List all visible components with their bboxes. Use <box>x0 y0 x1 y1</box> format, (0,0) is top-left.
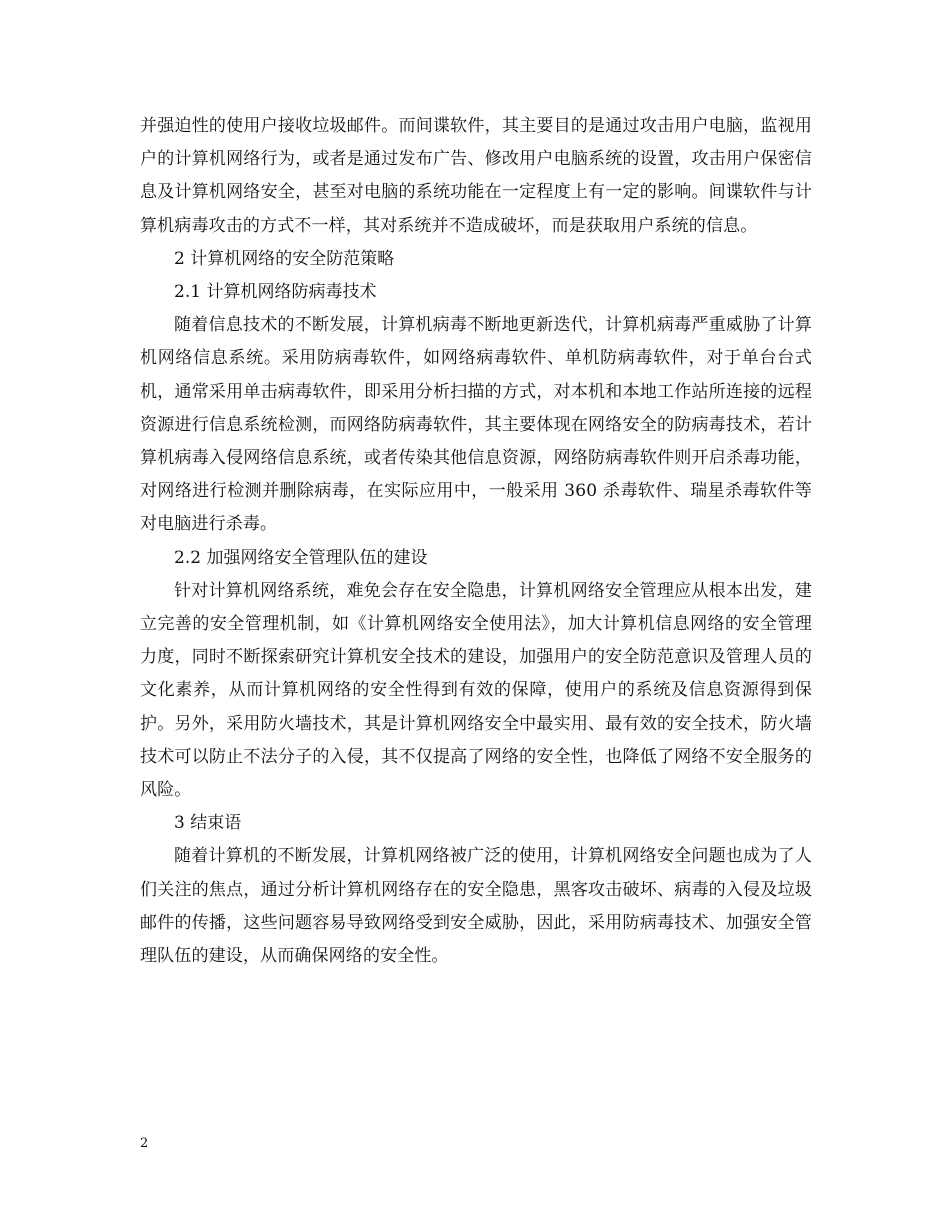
body-paragraph-management: 针对计算机网络系统，难免会存在安全隐患，计算机网络安全管理应从根本出发，建立完善的安全管理机制，如《计算机网络安全使用法》，加大计算机信息网络的安全管理力度，同时不断探索研究计算机安全技术的建设，加强用户的安全防范意识及管理人员的文化素养，从而计算机网络的安全性得到有效的保障，使用户的系统及信息资源得到保护。另外，采用防火墙技术，其是计算机网络安全中最实用、最有效的安全技术，防火墙技术可以防止不法分子的入侵，其不仅提高了网络的安全性，也降低了网络不安全服务的风险。 <box>140 580 812 801</box>
subsection-heading-2-1: 2.1 计算机网络防病毒技术 <box>174 282 377 303</box>
body-paragraph-conclusion: 随着计算机的不断发展，计算机网络被广泛的使用，计算机网络安全问题也成为了人们关注的焦点，通过分析计算机网络存在的安全隐患，黑客攻击破坏、病毒的入侵及垃圾邮件的传播，这些问题容易导致网络受到安全威胁，因此，采用防病毒技术、加强安全管理队伍的建设，从而确保网络的安全性。 <box>140 846 812 967</box>
section-heading-3: 3 结束语 <box>174 813 242 834</box>
body-paragraph-continued: 并强迫性的使用户接收垃圾邮件。而间谍软件，其主要目的是通过攻击用户电脑，监视用户的计算机网络行为，或者是通过发布广告、修改用户电脑系统的设置，攻击用户保密信息及计算机网络安全，甚至对电脑的系统功能在一定程度上有一定的影响。间谍软件与计算机病毒攻击的方式不一样，其对系统并不造成破坏，而是获取用户系统的信息。 <box>140 116 812 236</box>
body-paragraph-antivirus: 随着信息技术的不断发展，计算机病毒不断地更新迭代，计算机病毒严重威胁了计算机网络信息系统。采用防病毒软件，如网络病毒软件、单机防病毒软件，对于单台台式机，通常采用单击病毒软件，即采用分析扫描的方式，对本机和本地工作站所连接的远程资源进行信息系统检测，而网络防病毒软件，其主要体现在网络安全的防病毒技术，若计算机病毒入侵网络信息系统，或者传染其他信息资源，网络防病毒软件则开启杀毒功能，对网络进行检测并删除病毒，在实际应用中，一般采用 360 杀毒软件、瑞星杀毒软件等对电脑进行杀毒。 <box>140 315 812 535</box>
section-heading-2: 2 计算机网络的安全防范策略 <box>174 248 395 269</box>
page-number: 2 <box>140 1136 149 1151</box>
document-page <box>140 110 812 973</box>
subsection-heading-2-2: 2.2 加强网络安全管理队伍的建设 <box>174 547 428 568</box>
